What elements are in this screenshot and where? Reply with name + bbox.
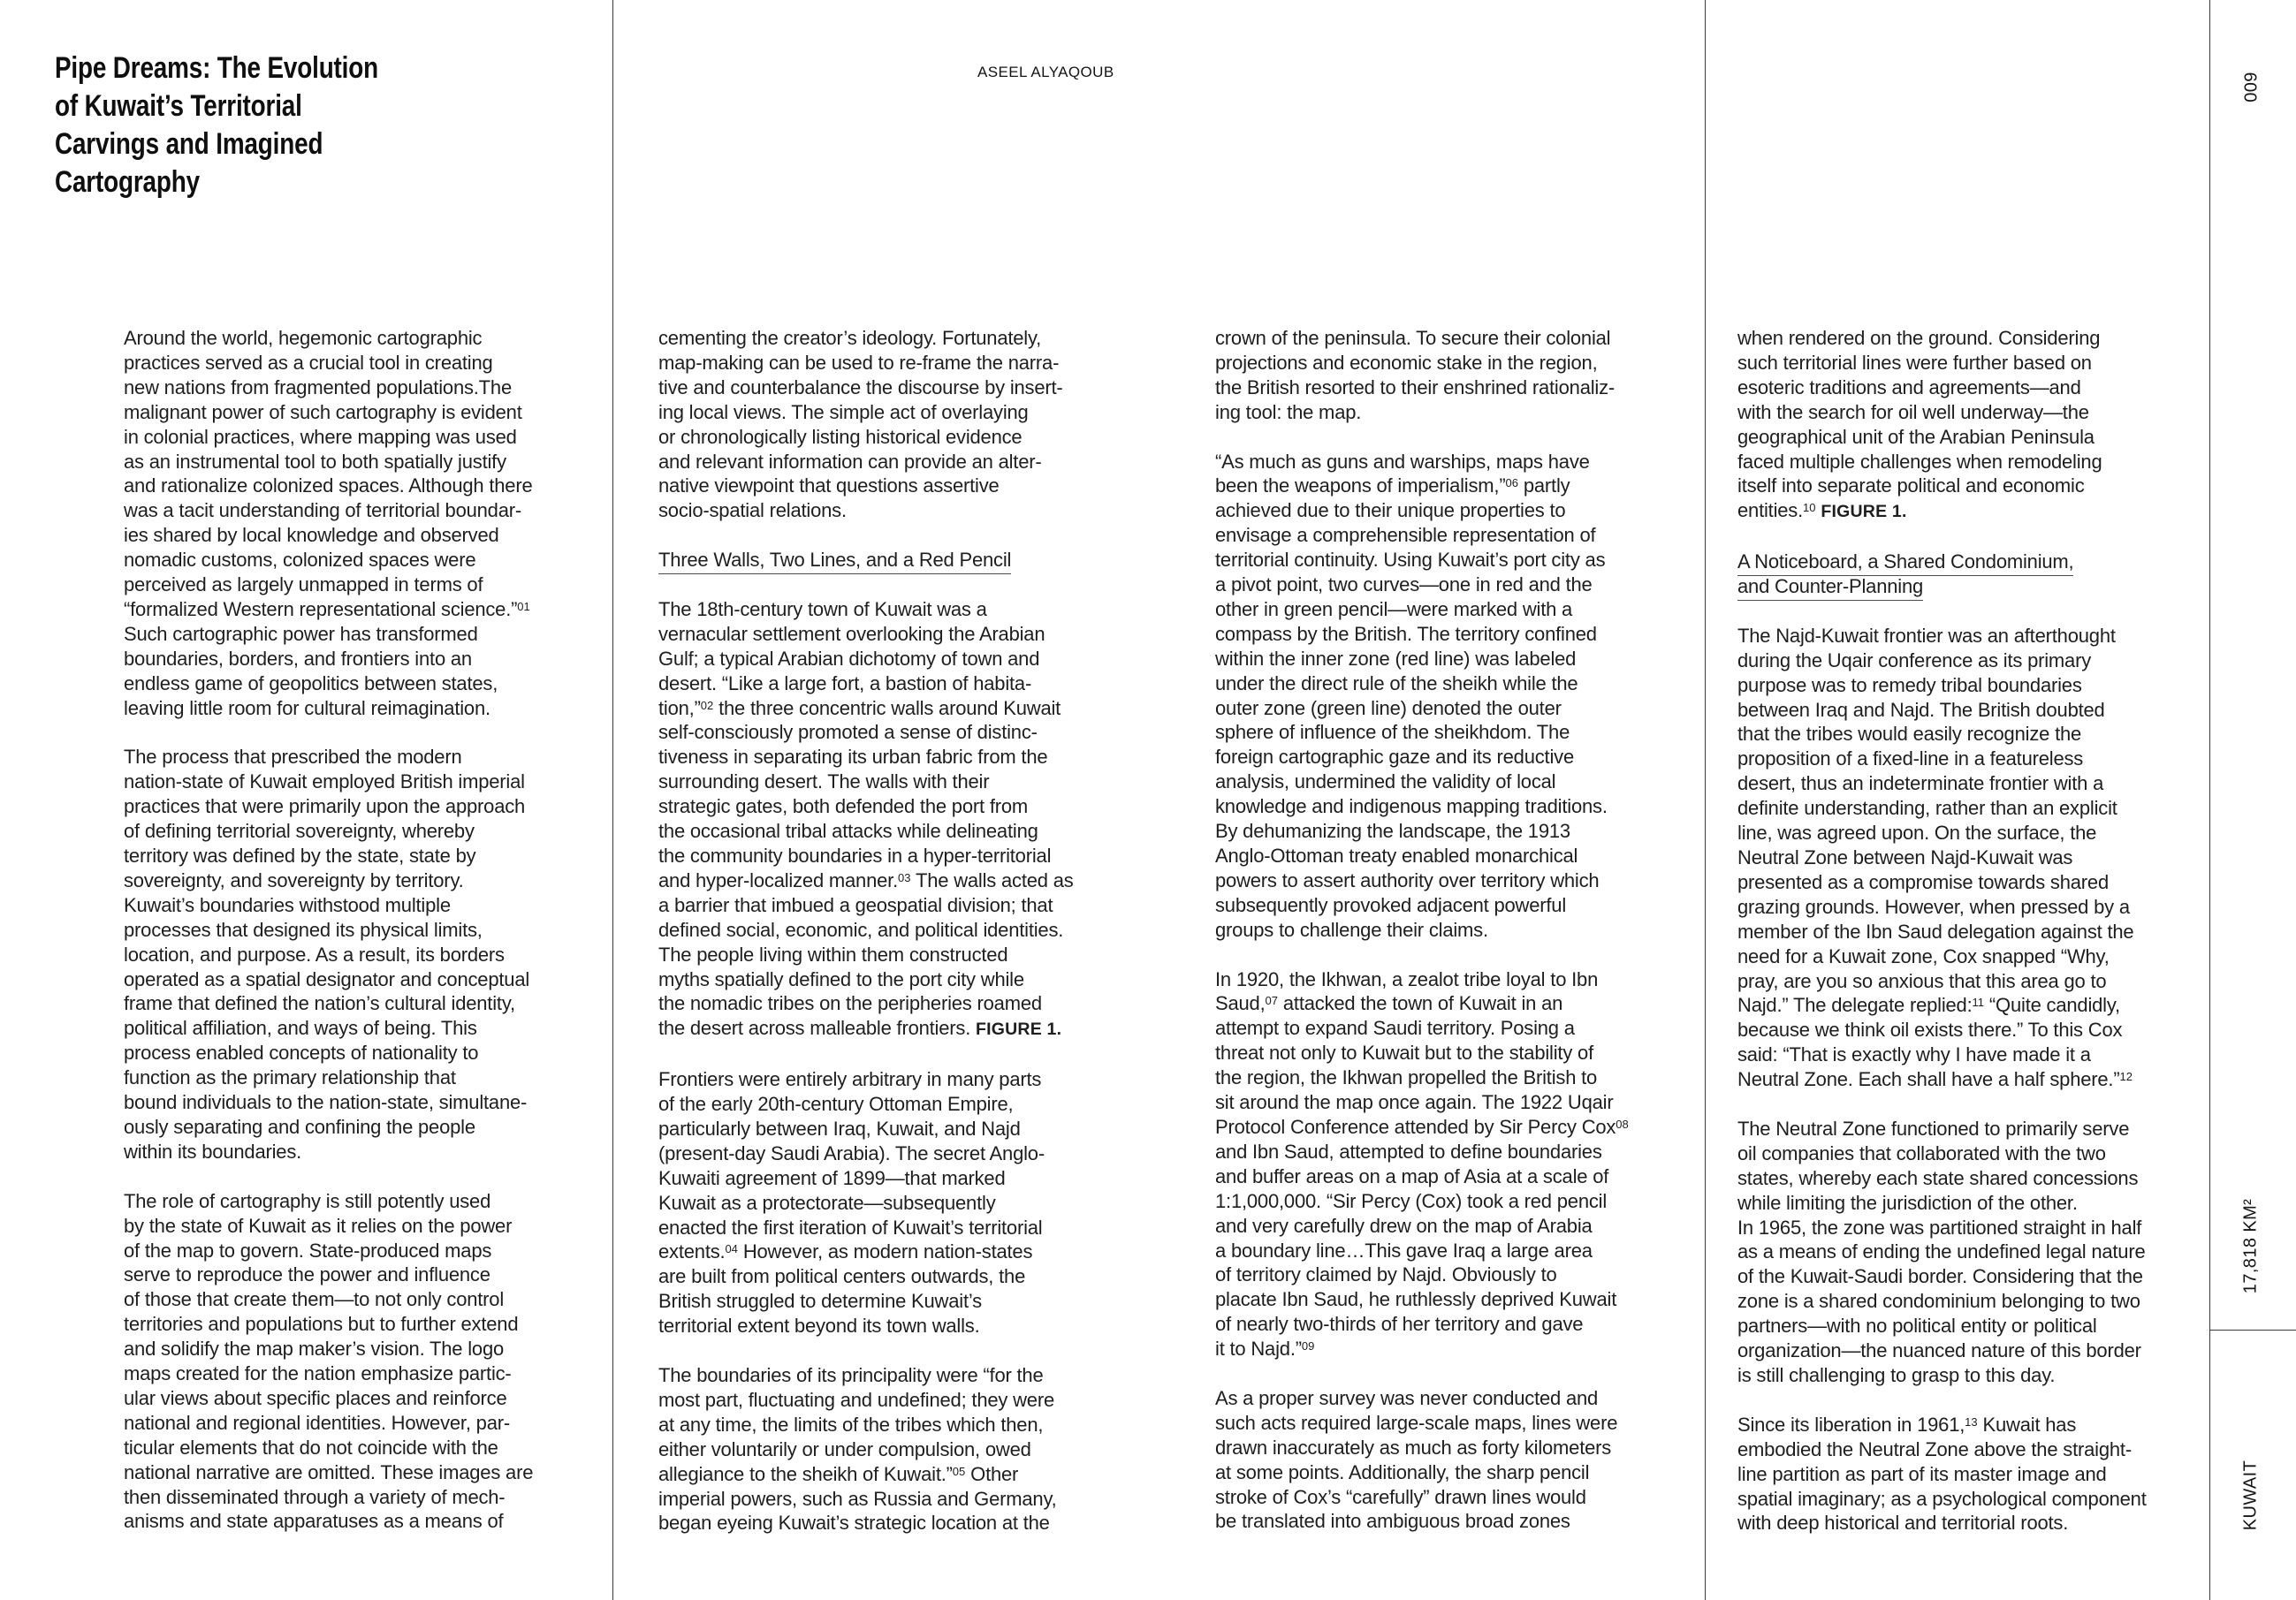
paragraph: when rendered on the ground. Considering such territorial lines were further based on esoteric traditions and agreements—and with the search for oil well underway—the geographical unit of the Arabian Peninsula faced multiple challenges when remodeling itself into separate political and economic entities.$^{10}$ FIGURE 1.	[1737, 327, 2102, 522]
area-label: 17,818 KM²	[2240, 1198, 2261, 1294]
page-number: 009	[2241, 72, 2262, 102]
paragraph: The boundaries of its principality were “for the most part, fluctuating and undefined; they were at any time, the limits of the tribes which then, either voluntarily or under compulsion, owed allegiance to the sheikh of Kuwait.”$^{05}$ Other imperial powers, such as Russia and Germany, began eyeing Kuwait’s strategic location at the	[658, 1363, 1057, 1535]
paragraph: “As much as guns and warships, maps have been the weapons of imperialism,”$^{06}$ partly achieved due to their unique properties to envisage a comprehensible representation of territorial continuity. Using Kuwait’s port city as a pivot point, two curves—one in red and the other in green pencil—were marked with a compass by the British. The territory confined within the inner zone (red line) was labeled under the direct rule of the sheikh while the outer zone (green line) denoted the outer sphere of influence of the sheikhdom. The foreign cartographic gaze and its reductive analysis, undermined the validity of local knowledge and indigenous mapping traditions. By dehumanizing the landscape, the 1913 Anglo-Ottoman treaty enabled monarchical powers to assert authority over territory which subsequently provoked adjacent powerful groups to challenge their claims.	[1215, 450, 1608, 941]
country-label: KUWAIT	[2240, 1460, 2261, 1531]
section-heading-line: Three Walls, Two Lines, and a Red Pencil	[658, 548, 1131, 573]
paragraph: Frontiers were entirely arbitrary in many parts of the early 20th-century Ottoman Empire, particularly between Iraq, Kuwait, and Najd (present-day Saudi Arabia). The secret Anglo- Kuwaiti agreement of 1899—that marked Kuwait as a protectorate—subsequently enacted the first iteration of Kuwait’s territorial extents.$^{04}$ However, as modern nation-states are built from political centers outwards, the British struggled to determine Kuwait’s territorial extent beyond its town walls.	[658, 1068, 1045, 1338]
section-heading-line: A Noticeboard, a Shared Condominium,	[1737, 550, 2204, 574]
paragraph: As a proper survey was never conducted and such acts required large-scale maps, lines were drawn inaccurately as much as forty kilometers at some points. Additionally, the sharp pencil stroke of Cox’s “carefully” drawn lines would be translated into ambiguous broad zones	[1215, 1386, 1618, 1533]
right-margin-line	[2209, 0, 2210, 1600]
paragraph: Around the world, hegemonic cartographic practices served as a crucial tool in creating new nations from fragmented populations.The malignant power of such cartography is evident in colonial practices, where mapping was used as an instrumental tool to both spatially justify and rationalize colonized spaces. Although there was a tacit understanding of territorial boundar- ies shared by local knowledge and observed nomadic customs, colonized spaces were perceived as largely unmapped in terms of “formalized Western representational science.”$^{01}$ Such cartographic power has transformed boundaries, borders, and frontiers into an endless game of geopolitics between states, leaving little room for cultural reimagination.	[124, 327, 533, 719]
paragraph: cementing the creator’s ideology. Fortunately, map-making can be used to re-frame the narra- tive and counterbalance the discourse by insert- ing local views. The simple act of overlaying or chronologically listing historical evidence and relevant information can provide an alter- native viewpoint that questions assertive socio-spatial relations.	[658, 327, 1063, 522]
text-column-3	[1215, 326, 1688, 1558]
section-heading-line: and Counter-Planning	[1737, 574, 2204, 599]
text-column-1	[124, 326, 597, 1558]
paragraph: Since its liberation in 1961,13 Kuwait has embodied the Neutral Zone above the straight- line partition as part of its master image and spatial imaginary; as a psychological component with deep historical and territorial roots.	[1737, 1413, 2147, 1535]
paragraph: In 1920, the Ikhwan, a zealot tribe loyal to Ibn Saud,$^{07}$ attacked the town of Kuwait in an attempt to expand Saudi territory. Posing a threat not only to Kuwait but to the stability of the region, the Ikhwan propelled the British to sit around the map once again. The 1922 Uqair Protocol Conference attended by Sir Percy Cox$^{08}$ and Ibn Saud, attempted to define boundaries and buffer areas on a map of Asia at a scale of 1:1,000,000. “Sir Percy (Cox) took a red pencil and very carefully drew on the map of Arabia a boundary line…This gave Iraq a large area of territory claimed by Najd. Obviously to placate Ibn Saud, he ruthlessly deprived Kuwait of nearly two-thirds of her territory and gave it to Najd.”$^{09}$	[1215, 967, 1629, 1361]
author-name: ASEEL ALYAQOUB	[977, 64, 1114, 80]
section-heading	[658, 548, 1131, 573]
paragraph: The role of cartography is still potently used by the state of Kuwait as it relies on the power of the map to govern. State-produced maps serve to reproduce the power and influence of those that create them—to not only control territories and populations but to further extend and solidify the map maker’s vision. The logo maps created for the nation emphasize partic- ular views about specific places and reinforce national and regional identities. However, par- ticular elements that do not coincide with the national narrative are omitted. These images are then disseminated through a variety of mech- anisms and state apparatuses as a means of	[124, 1189, 534, 1533]
column-divider-line-left	[612, 0, 613, 1600]
paragraph: crown of the peninsula. To secure their colonial projections and economic stake in the region, the British resorted to their enshrined rationaliz- ing tool: the map.	[1215, 327, 1616, 423]
paragraph: The process that prescribed the modern nation-state of Kuwait employed British imperial practices that were primarily upon the approach of defining territorial sovereignty, whereby territory was defined by the state, state by sovereignty, and sovereignty by territory. Kuwait’s boundaries withstood multiple processes that designed its physical limits, location, and purpose. As a result, its borders operated as a spatial designator and conceptual frame that defined the nation’s cultural identity, political affiliation, and ways of being. This process enabled concepts of nationality to function as the primary relationship that bound individuals to the nation-state, simultane- ously separating and confining the people within its boundaries.	[124, 746, 530, 1163]
text-column-4	[1737, 326, 2204, 1560]
paragraph: The 18th-century town of Kuwait was a vernacular settlement overlooking the Arabian Gulf; a typical Arabian dichotomy of town and desert. “Like a large fort, a bastion of habita- tion,”$^{02}$ the three concentric walls around Kuwait self-consciously promoted a sense of distinc- tiveness in separating its urban fabric from the surrounding desert. The walls with their strategic gates, both defended the port from the occasional tribal attacks while delineating the community boundaries in a hyper-territorial and hyper-localized manner.$^{03}$ The walls acted as a barrier that imbued a geospatial division; that defined social, economic, and political identities. The people living within them constructed myths spatially defined to the port city while the nomadic tribes on the peripheries roamed the desert across malleable frontiers. FIGURE 1.	[658, 597, 1074, 1040]
right-margin-tick	[2209, 1330, 2296, 1331]
column-divider-line-right	[1705, 0, 1706, 1600]
section-heading	[1737, 550, 2204, 599]
article-title: Pipe Dreams: The Evolution of Kuwait’s Territorial Carvings and Imagined Cartography	[55, 51, 379, 199]
paragraph: The Najd-Kuwait frontier was an afterthought during the Uqair conference as its primary purpose was to remedy tribal boundaries between Iraq and Najd. The British doubted that the tribes would easily recognize the proposition of a fixed-line in a featureless desert, thus an indeterminate frontier with a definite understanding, rather than an explicit line, was agreed upon. On the surface, the Neutral Zone between Najd-Kuwait was presented as a compromise towards shared grazing grounds. However, when pressed by a member of the Ibn Saud delegation against the need for a Kuwait zone, Cox snapped “Why, pray, are you so anxious that this area go to Najd.” The delegate replied:$^{11}$ “Quite candidly, because we think oil exists there.” To this Cox said: “That is exactly why I have made it a Neutral Zone. Each shall have a half sphere.”$^{12}$	[1737, 624, 2134, 1091]
text-column-2	[658, 326, 1131, 1560]
paragraph: The Neutral Zone functioned to primarily serve oil companies that collaborated with the two states, whereby each state shared concessions while limiting the jurisdiction of the other. In 1965, the zone was partitioned straight in half as a means of ending the undefined legal nature of the Kuwait-Saudi border. Considering that the zone is a shared condominium belonging to two partners—with no political entity or political organization—the nuanced nature of this border is still challenging to grasp to this day.	[1737, 1117, 2146, 1386]
